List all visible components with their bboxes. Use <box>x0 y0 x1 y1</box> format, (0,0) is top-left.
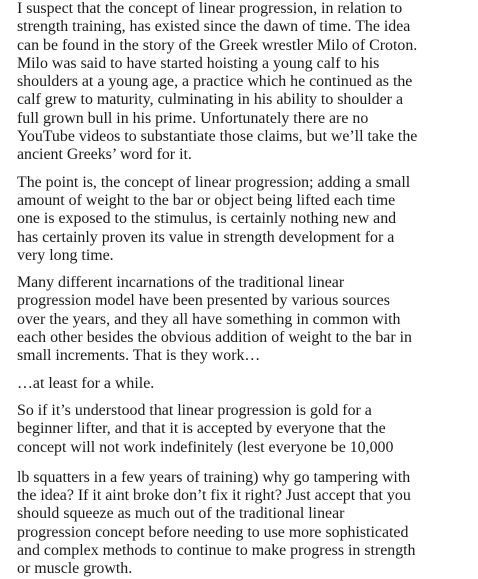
text-line: over the years, and they all have something in common with <box>17 310 401 328</box>
paragraph-linear-progression-point <box>17 174 473 265</box>
paragraph-incarnations <box>17 274 473 365</box>
text-line: full grown bull in his prime. Unfortunately there are no <box>17 109 369 127</box>
page-break-spacer <box>17 457 473 469</box>
text-line: one is exposed to the stimulus, is certainly nothing new and <box>17 210 397 228</box>
document-page <box>17 0 473 579</box>
text-line: and complex methods to continue to make progress in strength <box>17 542 416 560</box>
text-line: beginner lifter, and that it is accepted by everyone that the <box>17 420 386 438</box>
text-line: should squeeze as much out of the traditional linear <box>17 505 345 523</box>
text-line: each other besides the obvious addition of weight to the bar in <box>17 329 412 347</box>
text-line: Milo was said to have started hoisting a young calf to his <box>17 54 380 72</box>
paragraph-spacer <box>17 366 473 375</box>
text-line: has certainly proven its value in strength development for a <box>17 228 395 246</box>
text-line: calf grew to maturity, culminating in his ability to shoulder a <box>17 91 403 109</box>
text-line: strength training, has existed since the dawn of time. The idea <box>17 18 411 36</box>
text-line: lb squatters in a few years of training) why go tampering with <box>17 468 411 486</box>
text-line: concept will not work indefinitely (lest everyone be 10,000 <box>17 438 394 456</box>
text-line: YouTube videos to substantiate those claims, but we’ll take the <box>17 128 418 146</box>
text-line: very long time. <box>17 246 114 264</box>
text-line: progression concept before needing to use more sophisticated <box>17 523 409 541</box>
text-line: the idea? If it aint broke don’t fix it right? Just accept that you <box>17 487 411 505</box>
paragraph-spacer <box>17 265 473 274</box>
text-line: The point is, the concept of linear progression; adding a small <box>17 173 411 191</box>
text-line: I suspect that the concept of linear progression, in relation to <box>17 0 403 17</box>
text-line: Many different incarnations of the traditional linear <box>17 274 345 292</box>
paragraph-dont-fix-it <box>17 469 473 579</box>
paragraph-gold-for-beginners <box>17 402 473 457</box>
text-line: shoulders at a young age, a practice which he continued as the <box>17 73 413 91</box>
paragraph-spacer <box>17 165 473 174</box>
text-line: can be found in the story of the Greek wrestler Milo of Croton. <box>17 36 418 54</box>
text-line: So if it’s understood that linear progression is gold for a <box>17 401 372 419</box>
text-line: or muscle growth. <box>17 560 133 578</box>
text-line: …at least for a while. <box>17 374 155 392</box>
paragraph-milo-story <box>17 0 473 165</box>
paragraph-at-least-for-a-while <box>17 375 473 393</box>
text-line: amount of weight to the bar or object being lifted each time <box>17 191 396 209</box>
text-line: progression model have been presented by various sources <box>17 292 390 310</box>
text-line: ancient Greeks’ word for it. <box>17 146 192 164</box>
paragraph-spacer <box>17 393 473 402</box>
text-line: small increments. That is they work… <box>17 347 261 365</box>
